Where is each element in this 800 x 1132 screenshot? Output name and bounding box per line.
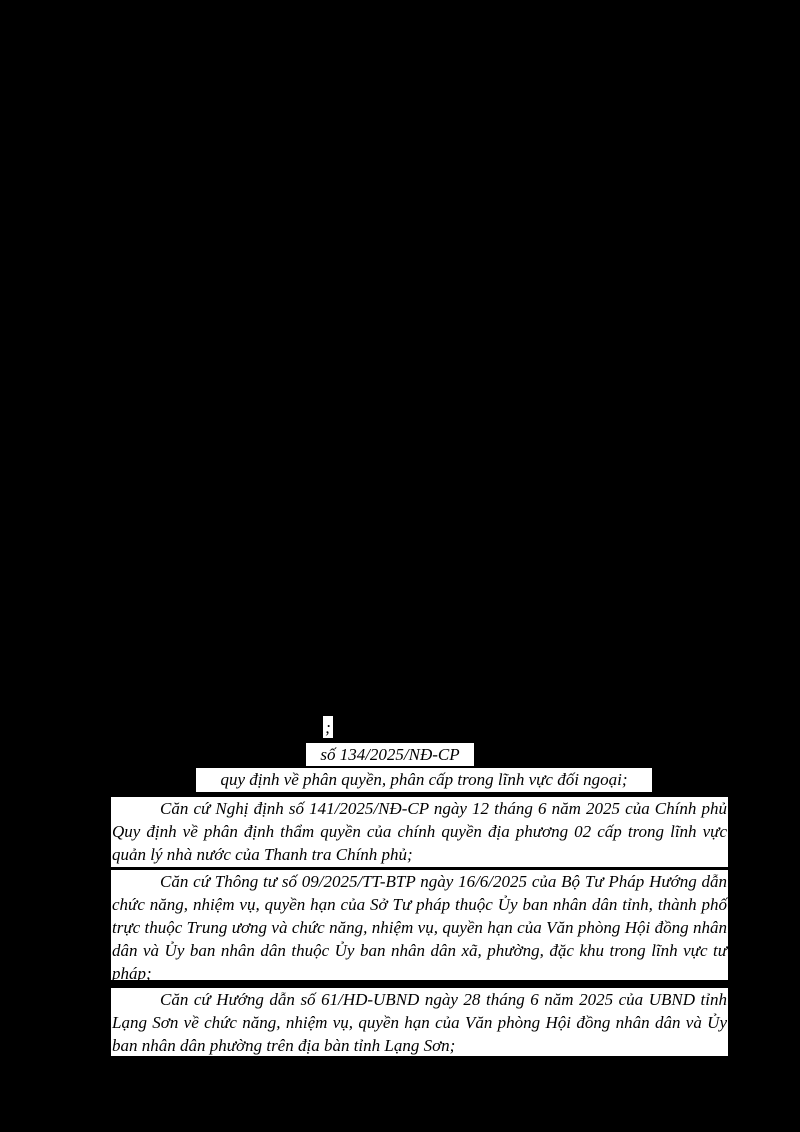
decree-reference: số 134/2025/NĐ-CP — [306, 743, 474, 766]
decree-description: quy định về phân quyền, phân cấp trong lĩnh vực đối ngoại; — [196, 768, 652, 792]
paragraph-text: Căn cứ Nghị định số 141/2025/NĐ-CP ngày 12 tháng 6 năm 2025 của Chính phủ Quy định về phân định thẩm quyền của chính quyền địa phương 02 cấp trong lĩnh vực quản lý nhà nước của Thanh tra Chính phủ; — [112, 799, 727, 864]
legal-basis-paragraph — [111, 797, 728, 867]
paragraph-text: Căn cứ Hướng dẫn số 61/HD-UBND ngày 28 tháng 6 năm 2025 của UBND tỉnh Lạng Sơn về chức năng, nhiệm vụ, quyền hạn của Văn phòng Hội đồng nhân dân và Ủy ban nhân dân phường trên địa bàn tỉnh Lạng Sơn; — [112, 990, 727, 1055]
legal-basis-paragraph — [111, 988, 728, 1056]
fragment-semicolon: ; — [323, 716, 333, 738]
legal-basis-paragraph — [111, 870, 728, 983]
paragraph-text: Căn cứ Thông tư số 09/2025/TT-BTP ngày 16/6/2025 của Bộ Tư Pháp Hướng dẫn chức năng, nhiệm vụ, quyền hạn của Sở Tư pháp thuộc Ủy ban nhân dân tỉnh, thành phố trực thuộc Trung ương và chức năng, nhiệm vụ, quyền hạn của Văn phòng Hội đồng nhân dân và Ủy ban nhân dân thuộc Ủy ban nhân dân xã, phường, đặc khu trong lĩnh vực tư pháp; — [112, 872, 727, 983]
